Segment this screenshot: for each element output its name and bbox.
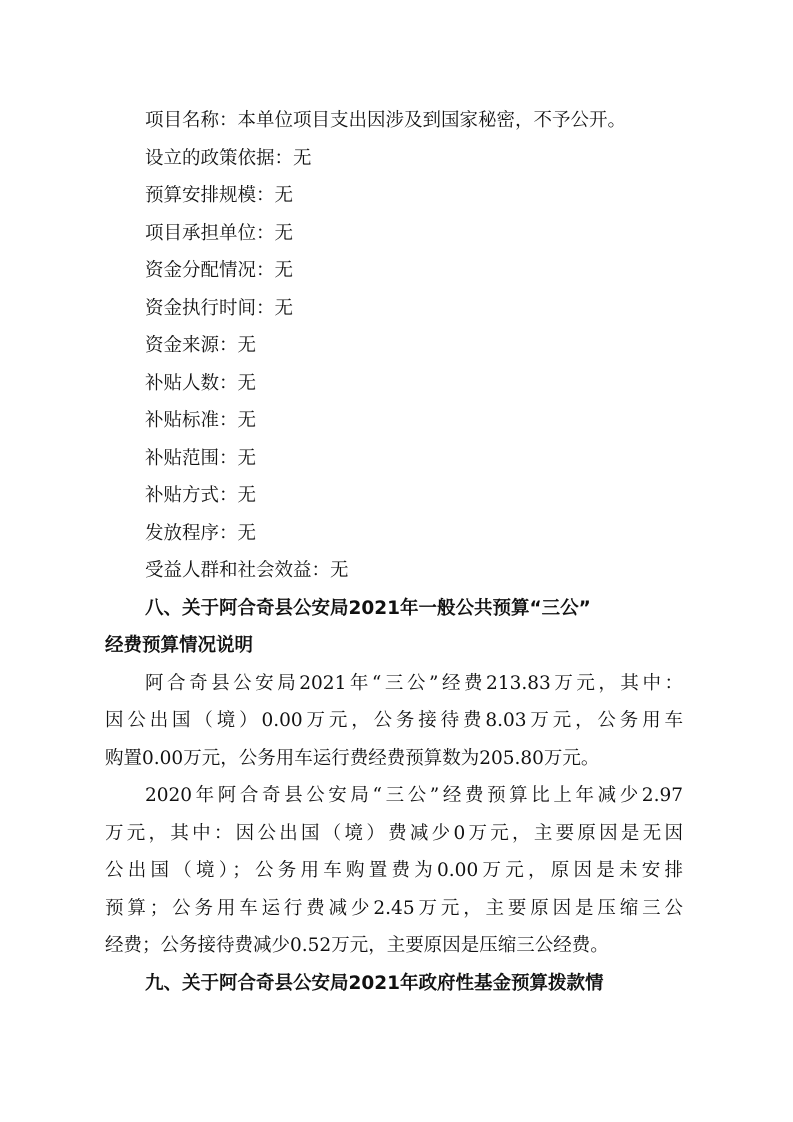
fund-source-line: 资金来源：无 [145, 335, 257, 356]
paragraph-line: 预算；公务用车运行费减少2.45万元，主要原因是压缩三公 [105, 897, 683, 919]
paragraph-line: 经费；公务接待费减少0.52万元，主要原因是压缩三公经费。 [105, 935, 609, 956]
beneficiaries-line: 受益人群和社会效益：无 [145, 560, 349, 581]
paragraph-line: 购置0.00万元，公务用车运行费经费预算数为205.80万元。 [105, 747, 600, 769]
subsidy-scope-line: 补贴范围：无 [145, 447, 257, 469]
budget-scale-line: 预算安排规模：无 [145, 185, 294, 206]
paragraph-line: 因公出国（境）0.00万元，公务接待费8.03万元，公务用车 [105, 710, 683, 731]
section-8-heading-continued: 经费预算情况说明 [105, 635, 254, 656]
section-8 [0, 590, 793, 965]
project-name-line: 项目名称：本单位项目支出因涉及到国家秘密，不予公开。 [145, 110, 627, 131]
paragraph-line: 万元，其中：因公出国（境）费减少0万元，主要原因是无因 [105, 822, 683, 844]
section-8-paragraph-1 [0, 665, 793, 778]
distribution-procedure-line: 发放程序：无 [145, 522, 257, 544]
fund-allocation-line: 资金分配情况：无 [145, 260, 294, 281]
section-8-paragraph-2 [0, 777, 793, 965]
section-9 [0, 965, 793, 1003]
policy-basis-line: 设立的政策依据：无 [145, 147, 312, 169]
fund-execution-time-line: 资金执行时间：无 [145, 297, 294, 319]
project-info-list [0, 102, 793, 590]
paragraph-line: 2020年阿合奇县公安局“三公”经费预算比上年减少2.97 [145, 785, 683, 806]
paragraph-line: 公出国（境）；公务用车购置费为0.00万元，原因是未安排 [105, 860, 683, 881]
subsidy-standard-line: 补贴标准：无 [145, 410, 257, 431]
undertaking-unit-line: 项目承担单位：无 [145, 222, 294, 244]
subsidy-count-line: 补贴人数：无 [145, 372, 257, 394]
paragraph-line: 阿合奇县公安局2021年“三公”经费213.83万元，其中： [145, 672, 683, 694]
section-9-heading: 九、关于阿合奇县公安局2021年政府性基金预算拨款情 [145, 972, 604, 994]
section-8-heading: 八、关于阿合奇县公安局2021年一般公共预算“三公” [145, 597, 591, 619]
subsidy-method-line: 补贴方式：无 [145, 485, 257, 506]
